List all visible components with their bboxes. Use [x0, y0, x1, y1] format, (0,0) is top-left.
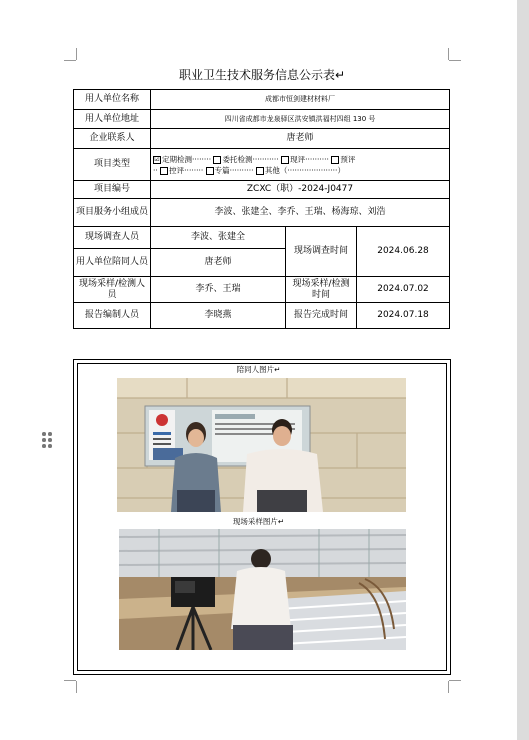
project-type-options — [151, 149, 450, 181]
info-table — [73, 89, 450, 329]
scroll-gutter[interactable] — [517, 0, 529, 740]
checkbox-icon[interactable] — [213, 156, 221, 164]
project-type-line-2 — [153, 165, 447, 176]
employer-address-label: 用人单位地址 — [74, 110, 151, 129]
table-row — [74, 129, 450, 149]
checkbox-icon[interactable] — [256, 167, 264, 175]
option-pre-eval[interactable]: 预评 — [331, 155, 355, 164]
survey-staff-label: 现场调查人员 — [74, 227, 151, 249]
team-value[interactable]: 李波、张建全、李乔、王瑞、杨海琼、刘浩 — [151, 199, 450, 227]
accompany-value[interactable]: 唐老师 — [151, 249, 286, 277]
crop-mark — [64, 60, 76, 61]
checkbox-icon[interactable] — [160, 167, 168, 175]
employer-address-value[interactable]: 四川省成都市龙泉驿区洪安镇洪福村四组 130 号 — [151, 110, 450, 129]
checkbox-icon[interactable] — [206, 167, 214, 175]
report-time-value[interactable]: 2024.07.18 — [357, 303, 450, 329]
team-label: 项目服务小组成员 — [74, 199, 151, 227]
sampling-time-value[interactable]: 2024.07.02 — [357, 277, 450, 303]
photo-caption-accompany: 陪同人图片↵ — [236, 365, 281, 374]
contact-value[interactable]: 唐老师 — [151, 129, 450, 149]
table-row — [74, 181, 450, 199]
table-row — [74, 303, 450, 329]
sampling-photo-image — [119, 529, 406, 650]
report-staff-value[interactable]: 李晓燕 — [151, 303, 286, 329]
report-staff-label: 报告编制人员 — [74, 303, 151, 329]
option-periodic[interactable]: ☑ 定期检测········ — [154, 154, 212, 164]
report-time-label: 报告完成时间 — [286, 303, 357, 329]
table-row — [74, 149, 450, 181]
employer-name-value[interactable]: 成都市恒剑建材材料厂 — [151, 90, 450, 110]
table-row — [74, 227, 450, 249]
table-row — [74, 199, 450, 227]
dot-leader: ·· — [153, 165, 158, 175]
survey-staff-value[interactable]: 李波、张建全 — [151, 227, 286, 249]
accompany-label: 用人单位陪同人员 — [74, 249, 151, 277]
project-type-line-1 — [153, 154, 447, 165]
crop-mark — [64, 680, 76, 681]
sampling-photo[interactable] — [119, 529, 406, 650]
accompany-photo[interactable] — [117, 378, 406, 512]
survey-time-value[interactable]: 2024.06.28 — [357, 227, 450, 277]
sampling-staff-value[interactable]: 李乔、王瑞 — [151, 277, 286, 303]
option-commissioned[interactable]: 委托检测··········· — [213, 155, 278, 164]
option-other[interactable]: 其他（·····················） — [256, 166, 345, 175]
checkbox-icon[interactable] — [331, 156, 339, 164]
sampling-time-label: 现场采样/检测时间 — [286, 277, 357, 303]
option-current-eval[interactable]: 现评·········· — [281, 155, 329, 164]
option-special[interactable]: 专篇·········· — [206, 166, 254, 175]
crop-mark — [76, 48, 77, 60]
accompany-photo-image — [117, 378, 406, 512]
table-row — [74, 90, 450, 110]
table-row — [74, 110, 450, 129]
photo-caption-sampling: 现场采样图片↵ — [232, 517, 285, 526]
crop-mark — [449, 60, 461, 61]
project-no-label: 项目编号 — [74, 181, 151, 199]
crop-mark — [448, 48, 449, 60]
checkbox-icon[interactable] — [281, 156, 289, 164]
crop-mark — [449, 680, 461, 681]
crop-mark — [448, 681, 449, 693]
document-title: 职业卫生技术服务信息公示表↵ — [178, 68, 346, 82]
crop-mark — [76, 681, 77, 693]
project-no-value[interactable]: ZCXC（职）-2024-J0477 — [151, 181, 450, 199]
contact-label: 企业联系人 — [74, 129, 151, 149]
employer-name-label: 用人单位名称 — [74, 90, 151, 110]
table-row — [74, 277, 450, 303]
option-control-eval[interactable]: 控评········ — [160, 166, 203, 175]
project-type-label: 项目类型 — [74, 149, 151, 181]
sampling-staff-label: 现场采样/检测人员 — [74, 277, 151, 303]
survey-time-label: 现场调查时间 — [286, 227, 357, 277]
checkbox-checked-icon[interactable]: ☑ — [154, 155, 160, 163]
text-cursor — [77, 433, 78, 447]
